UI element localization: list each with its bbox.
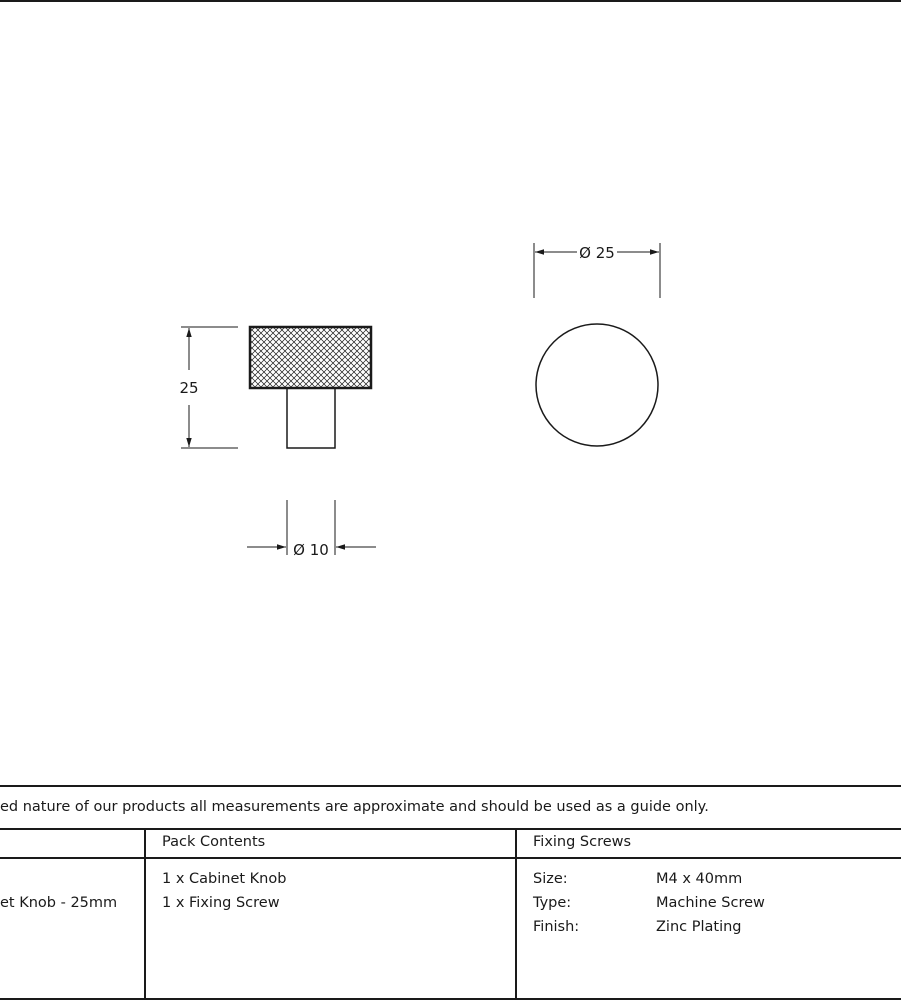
- knob-stem: [287, 388, 335, 448]
- front-view: [536, 324, 658, 446]
- spec-label-finish: Finish:: [533, 919, 580, 935]
- stem-diameter-dimension: [247, 500, 376, 559]
- head-diameter-dimension: [534, 243, 660, 298]
- spec-label-size: Size:: [533, 871, 568, 887]
- product-name: et Knob - 25mm: [0, 895, 118, 911]
- footer-table-lines: [0, 786, 901, 999]
- spec-value-type: Machine Screw: [656, 895, 765, 911]
- side-view: [250, 327, 371, 448]
- head-diameter-label: Ø 25: [579, 244, 615, 262]
- spec-value-size: M4 x 40mm: [656, 871, 743, 887]
- knob-head: [250, 327, 371, 388]
- fixing-screws-header: Fixing Screws: [533, 834, 632, 850]
- stem-diameter-label: Ø 10: [293, 541, 329, 559]
- spec-value-finish: Zinc Plating: [656, 919, 742, 935]
- pack-contents-item: 1 x Fixing Screw: [162, 895, 280, 911]
- knob-face: [536, 324, 658, 446]
- height-dimension-label: 25: [179, 379, 199, 397]
- pack-contents-item: 1 x Cabinet Knob: [162, 871, 287, 887]
- disclaimer-text: ed nature of our products all measurements are approximate and should be used as a guide only.: [0, 799, 709, 815]
- spec-label-type: Type:: [533, 895, 572, 911]
- height-dimension: [179, 327, 238, 448]
- pack-contents-header: Pack Contents: [162, 834, 266, 850]
